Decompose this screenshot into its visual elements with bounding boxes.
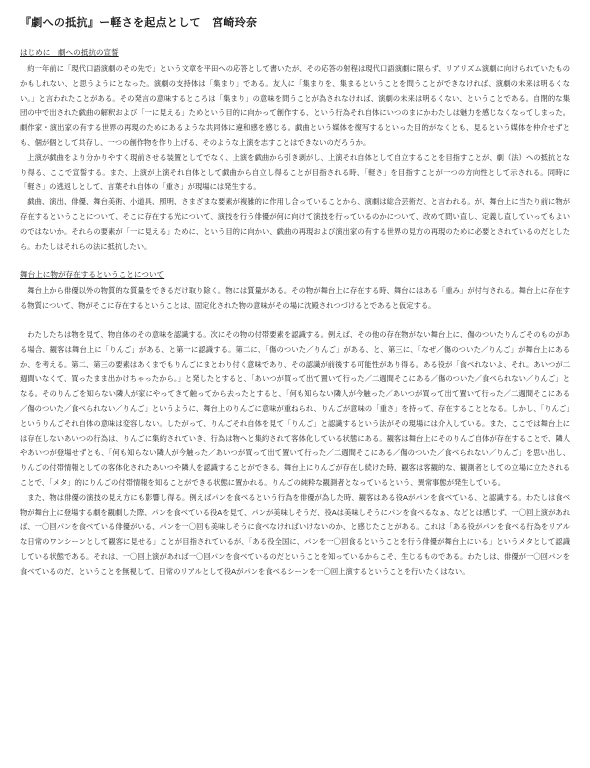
paragraph: 戯曲、演出、俳優、舞台美術、小道具、照明、さまざまな要素が複雑的に作用し合っていることから、演劇は総合芸術だ、と言われる。が、舞台上に当たり前に物が存在するということについて、そこに存在する光について、演技を行う俳優が何に向けて演技を行っているのかについて、改めて問い直し、定義し直していってもよいのではないか。それらの要素が「一に見える」ために、という目的に向かい、戯曲の再現および演出家の有する世界の見方の再現のために必要とされているのだとしたら。わたしはそれらの法に抵抗したい。 bbox=[20, 197, 570, 251]
section-heading-intro: はじめに 劇への抵抗の宣誓 bbox=[20, 48, 119, 57]
paragraph: わたしたちは物を見て、物自体のその意味を認識する。次にその物の付帯要素を認識する。例えば、その他の存在物がない舞台上に、傷のついたりんごそのものがある場合、観客は舞台上に「りんご」がある、と第一に認識する。第二に、「傷のついた／りんご」がある、と、第三に、「なぜ／傷のついた／りんご」が舞台上にあるか、を考える。第二、第三の要素はあくまでもりんごにまとわり付く意味であり、その認識が前後する可能性があり得る。ある役が「食べれないよ、それ。あいつが二週間いなくて、買ったまま出かけちゃったから。」と発したとすると、「あいつが買って出て置いて行った／二週間そこにある／傷のついた／食べられない／りんご」となる。そのりんごを知らない隣人が家にやってきて触ってから去ったとすると、「何も知らない隣人が今触った／あいつが買って出て置いて行った／二週間そこにある／傷のついた／食べられない／りんご」というように、舞台上のりんごに意味が重ねられ、りんごが意味の「重さ」を持って、存在することとなる。しかし、「りんご」というりんごそれ自体の意味は変容しない。したがって、りんごそれ自体を見て「りんご」と認識するという法がその現場には介入している。また、ここでは舞台上には存在しないあいつの行為は、りんごに集約されていき、行為は物へと集約されて客体化している状態にある。観客は舞台上にそのりんご自体が存在することで、隣人やあいつが登場せずとも、「何も知らない隣人が今触った／あいつが買って出て置いて行った／二週間そこにある／傷のついた／食べられない／りんご」を思い出し、りんごの付帯情報としての客体化されたあいつや隣人を認識することができる。舞台上にりんごが存在し続けた時、観客は客観的な、観測者としての立場に立たされることで、「メタ」的にりんごの付帯情報を知ることができる状態に置かれる。りんごの純粋な観測者となっているという、異常事態が発生している。 bbox=[20, 329, 570, 487]
paragraph: 約一年前に「現代口語演劇のその先で」という文章を平田への応答として書いたが、その応答の射程は現代口語演劇に限らず、リアリズム演劇に向けられていたものかもしれない、と思うようにとなった。演劇の支持体は「集まり」である。友人に「集まりを、集まるということを問うことができなければ、演劇の未来は明るくない。」と言われたことがある。その発言の意味するところは「集まり」の意味を問うことが為されなければ、演劇の未来は明るくない、ということである。自閉的な集団の中で出された戯曲の解釈および「一に見える」ためという目的に向かって創作する、という行為それ自体にいつのまにかわたしは魅力を感じなくなってしまった。劇作家・演出家の有する世界の再現のためにあるような共同体に違和感を感じる。戯曲という媒体を復写するといった目的がなくとも、見るという媒体を仲介せずとも、個が個として共存し、一つの創作物を作り上げる、そのような上演を志すことはできないのだろうか。 bbox=[20, 64, 570, 147]
paragraph: 舞台上から俳優以外の物質的な質量をできるだけ取り除く。物には質量がある。その物が舞台上に存在する時、舞台にはある「重み」が付与される。舞台上に存在する物質について、物がそこに存在するということは、固定化された物の意味がその場に沈殿されつづけるとであると仮定する。 bbox=[20, 286, 570, 311]
section-heading-objects: 舞台上に物が存在するということについて bbox=[20, 270, 165, 280]
paragraph: 上演が戯曲をより分かりやすく現前させる装置としてでなく、上演を戯曲から引き剥がし、上演それ自体として自立することを目指すことが、劇（法）への抵抗となり得る、ここで宣誓する。また、上演が上演それ自体として戯曲から自立し得ることが目指される時、「軽さ」を目指すことが一つの方向性として示される。同時に「軽さ」の逃返しとして、言葉それ自体の「重さ」が現場には発生する。 bbox=[20, 152, 570, 192]
paragraph: また、物は俳優の演技の見え方にも影響し得る。例えばパンを食べるという行為を俳優が為した時、観客はある役Aがパンを食べている、と認識する。わたしは食べ物が舞台上に登場する劇を観劇した際、パンを食べている役Aを見て、パンが美味しそうだ、役Aは美味しそうにパンを食べるなぁ、などとは感じず、一〇回上演があれば、一〇回パンを食べている俳優がいる、パンを一〇回も美味しそうに食べなければいけないのか、と感じたことがある。これは「ある役がパンを食べる行為をリアルな日常のワンシーンとして観客に見せる」ことが目指されているが、「ある役全国に、パンを一〇回食るということを行う俳優が舞台上にいる」というメタとして認識している状態である。それは、一〇回上演があれば一〇回パンを食べているのだということを知っているからこそ、生じるものである。わたしは、俳優が一〇回パンを食べているのだ、ということを無視して、日常のリアルとして役Aがパンを食べるシーンを一〇回上演するということを行いたくはない。 bbox=[20, 492, 570, 576]
document-title: 『劇への抵抗』ー軽さを起点として 宮崎玲奈 bbox=[20, 16, 258, 29]
